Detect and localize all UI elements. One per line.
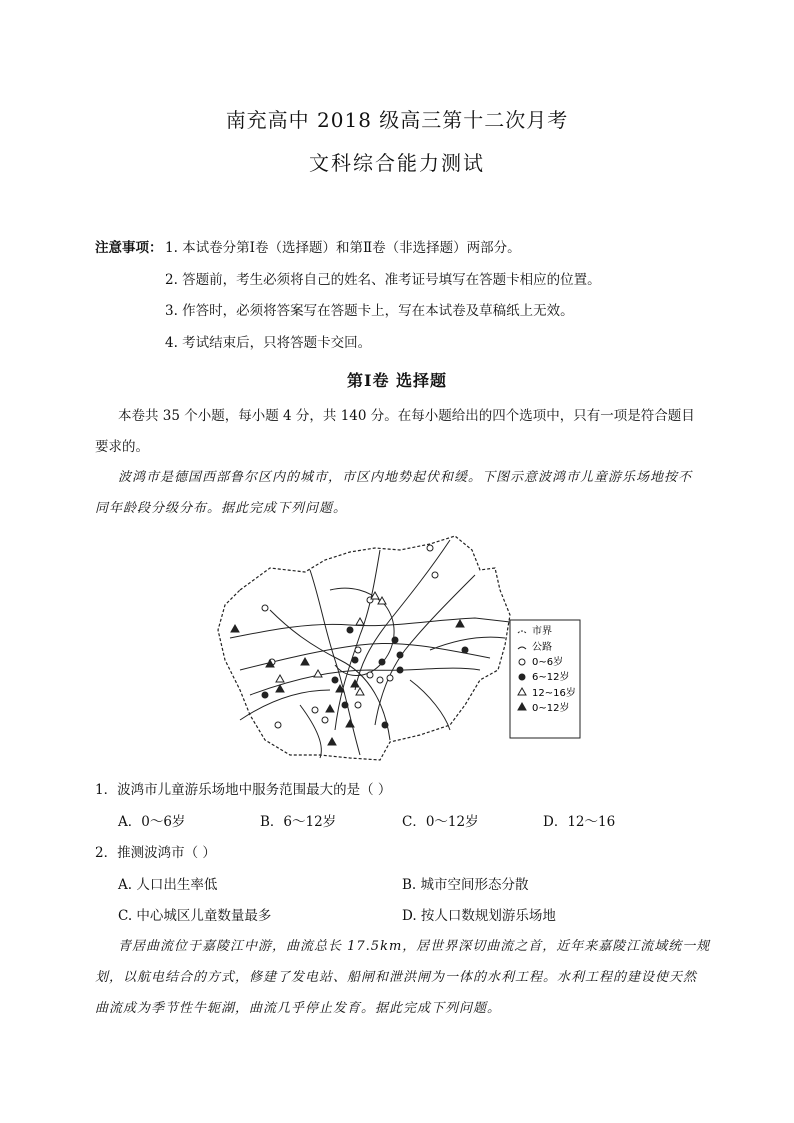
question-1-option-d: D．12～16 — [543, 814, 616, 830]
passage2-line1: 青居曲流位于嘉陵江中游，曲流总长 17.5km，居世界深切曲流之首，近年来嘉陵江流域统一规 — [118, 939, 711, 954]
notice-label: 注意事项： — [95, 240, 163, 256]
city-map — [210, 530, 590, 770]
legend-label-boundary: 市界 — [532, 626, 552, 637]
question-2-option-b: B. 城市空间形态分散 — [402, 877, 529, 893]
question-2-option-d: D. 按人口数规划游乐场地 — [402, 908, 556, 924]
legend-label-0-12: 0~12岁 — [532, 703, 570, 714]
exam-title: 南充高中 2018 级高三第十二次月考 — [225, 108, 569, 132]
passage1-line1: 波鸿市是德国西部鲁尔区内的城市，市区内地势起伏和缓。下图示意波鸿市儿童游乐场地按不 — [118, 470, 693, 485]
section-intro-line2: 要求的。 — [95, 439, 149, 455]
notice-item-3: 3. 作答时，必须将答案写在答题卡上，写在本试卷及草稿纸上无效。 — [165, 303, 574, 319]
legend-label-6-12: 6~12岁 — [532, 672, 570, 683]
question-2-option-a: A. 人口出生率低 — [118, 877, 218, 893]
notice-item-2: 2. 答题前，考生必须将自己的姓名、准考证号填写在答题卡相应的位置。 — [165, 272, 601, 288]
section-title: 第Ⅰ卷 选择题 — [346, 371, 448, 390]
question-2-option-c: C. 中心城区儿童数量最多 — [118, 908, 272, 924]
legend-label-12-16: 12~16岁 — [532, 688, 576, 699]
city-map-figure — [210, 530, 590, 770]
legend-label-road: 公路 — [532, 642, 552, 653]
question-2-stem: 2．推测波鸿市（ ） — [95, 845, 216, 861]
passage2-line2: 划，以航电结合的方式，修建了发电站、船闸和泄洪闸为一体的水利工程。水利工程的建设使天然 — [95, 970, 698, 985]
question-1-option-b: B．6～12岁 — [260, 814, 337, 830]
passage1-line2: 同年龄段分级分布。据此完成下列问题。 — [95, 501, 348, 516]
legend-circle-open-icon — [519, 659, 525, 665]
question-1-option-a: A．0～6岁 — [118, 814, 186, 830]
playground-markers — [262, 545, 468, 728]
passage2-line3: 曲流成为季节性牛轭湖，曲流几乎停止发育。据此完成下列问题。 — [95, 1001, 502, 1016]
question-1-stem: 1．波鸿市儿童游乐场地中服务范围最大的是（ ） — [95, 782, 392, 798]
notice-item-1: 1. 本试卷分第Ⅰ卷（选择题）和第Ⅱ卷（非选择题）两部分。 — [165, 240, 521, 256]
section-intro-line1: 本卷共 35 个小题，每小题 4 分，共 140 分。在每小题给出的四个选项中，只有一项是符合题目 — [118, 408, 695, 424]
map-legend — [510, 620, 580, 738]
legend-label-0-6: 0~6岁 — [532, 657, 564, 668]
exam-subtitle: 文科综合能力测试 — [309, 151, 485, 175]
notice-item-4: 4. 考试结束后，只将答题卡交回。 — [165, 335, 372, 351]
question-1-option-c: C．0～12岁 — [402, 814, 479, 830]
legend-circle-filled-icon — [519, 674, 525, 680]
